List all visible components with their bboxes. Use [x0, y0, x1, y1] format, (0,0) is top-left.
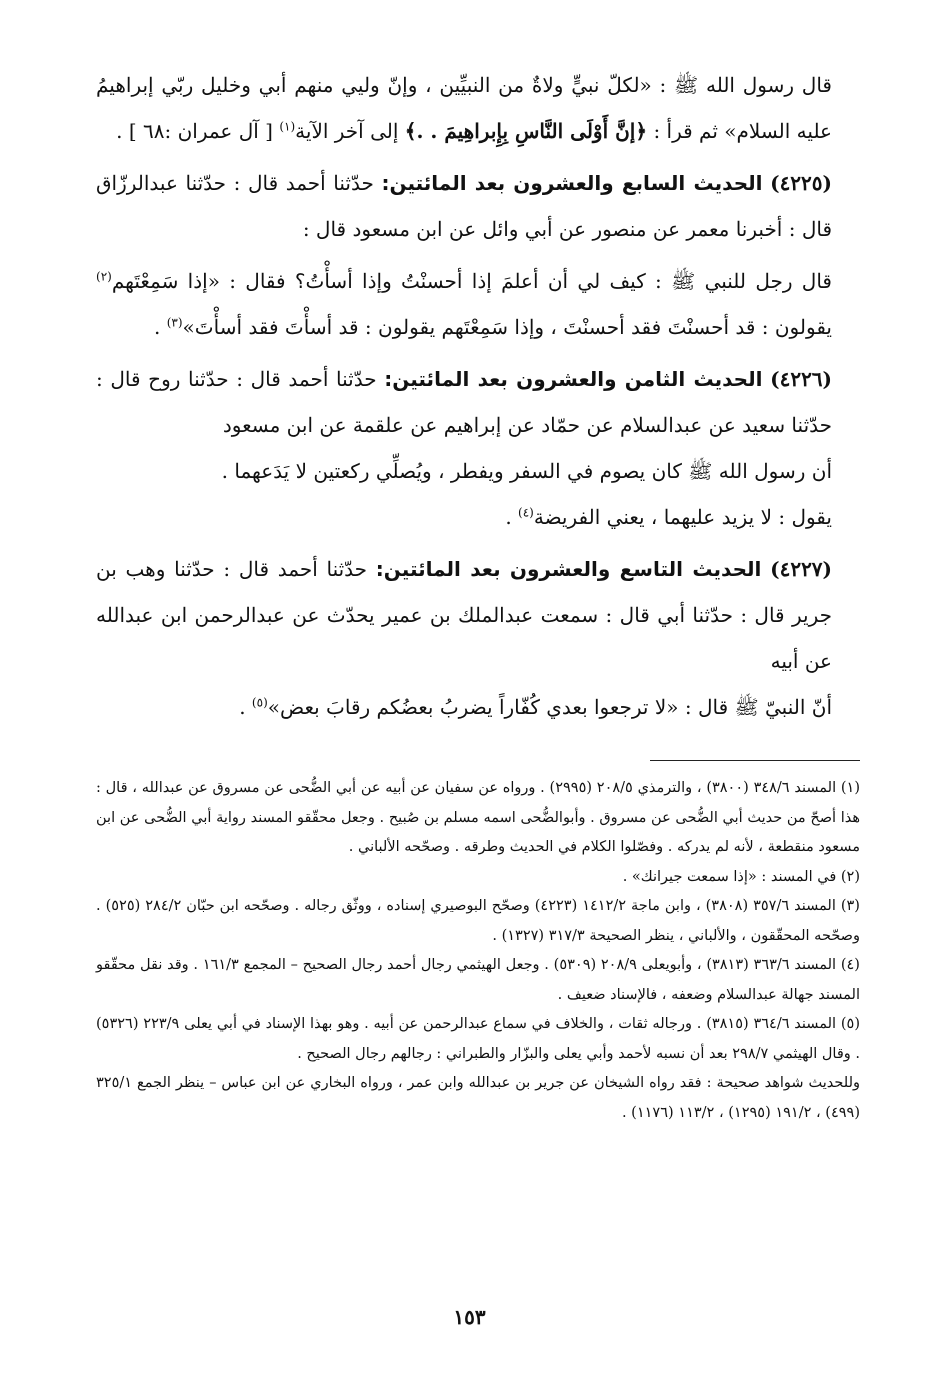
footnotes: [96, 774, 860, 1128]
p1-line2c: [ آل عمران :٦٨ ] .: [116, 119, 273, 143]
hadith-4226-text2: [96, 494, 860, 540]
isnad-4225: حدّثنا أحمد قال : حدّثنا عبدالرزّاق قال : أخبرنا معمر عن منصور عن أبي وائل عن ابن مسعود قال :: [96, 171, 832, 241]
footnote-ref-3: (٣): [166, 315, 183, 330]
matn-4226-2b: .: [505, 505, 512, 529]
p1-line1: قال رسول الله ﷺ : «لكلّ نبيٍّ ولاةٌ من النبيِّين ، وإنّ وليي منهم أبي وخليل ربّي إبراهيمُ: [96, 73, 832, 97]
matn-4225-c: .: [154, 315, 161, 339]
footnote-ref-2: (٢): [96, 269, 112, 284]
hadith-number-4225: (٤٢٢٥): [770, 171, 832, 195]
hadith-title-4225: الحديث السابع والعشرون بعد المائتين:: [381, 171, 763, 195]
hadith-4225-text: [96, 258, 860, 350]
footnote-ref-1: (١): [279, 119, 296, 134]
hadith-4226-isnad: [96, 356, 860, 448]
isnad-4227: حدّثنا أحمد قال : حدّثنا وهب بن جرير قال : حدّثنا أبي قال : سمعت عبدالملك بن عمير يحدّث عن عبدالرحمن ابن عبدالله عن أبيه: [96, 557, 832, 673]
hadith-4227-isnad: [96, 546, 860, 684]
hadith-4227-text: [96, 684, 860, 730]
hadith-number-4226: (٤٢٢٦): [770, 367, 833, 391]
matn-4227-b: .: [239, 695, 246, 719]
hadith-number-4227: (٤٢٢٧): [770, 557, 833, 581]
hadith-title-4226: الحديث الثامن والعشرون بعد المائتين:: [384, 367, 763, 391]
footnote-5: (٥) المسند ٣٦٤/٦ (٣٨١٥) . ورجاله ثقات ، والخلاف في سماع عبدالرحمن عن أبيه . وهو بهذا الإسناد في أبي يعلى ٢٢٣/٩ (٥٣٢٦) . وقال الهيثمي ٢٩٨/٧ بعد أن نسبه لأحمد وأبي يعلى والبزّار والطبراني : رجالهم رجال الصحيح .: [96, 1016, 860, 1062]
page-number: ١٥٣: [453, 1305, 486, 1329]
footnote-2: (٢) في المسند : «إذا سمعت جيرانك» .: [622, 868, 860, 885]
matn-4227-a: أنّ النبيّ ﷺ قال : «لا ترجعوا بعدي كُفّاراً يضربُ بعضُكم رقابَ بعض»: [267, 695, 832, 719]
matn-4226-1: أن رسول الله ﷺ كان يصوم في السفر ويفطر ، ويُصلِّي ركعتين لا يَدَعهما .: [221, 459, 832, 483]
p1-line2b: إلى آخر الآية: [295, 119, 399, 143]
hadith-4226-text1: [96, 448, 860, 494]
footnote-3: (٣) المسند ٣٥٧/٦ (٣٨٠٨) ، وابن ماجة ١٤١٢/٢ (٤٢٢٣) وصحّح البوصيري إسناده ، ووثّق رجاله . وصحّحه ابن حبّان ٢٨٤/٢ (٥٢٥) . وصحّحه المحقّقون ، والألباني ، ينظر الصحيحة ٣١٧/٣ (١٣٢٧) .: [96, 898, 860, 944]
footnote-separator: [650, 760, 860, 761]
footnote-1: (١) المسند ٣٤٨/٦ (٣٨٠٠) ، والترمذي ٢٠٨/٥ (٢٩٩٥) . ورواه عن سفيان عن أبيه عن أبي الضُّحى عن مسروق عن عبدالله ، قال : هذا أصحّ من حديث أبي الضُّحى عن مسروق . وأبوالضُّحى اسمه مسلم بن صُبيح . وجعل محقّقو المسند رواية أبي الضُّحى عن ابن مسعود منقطعة ، لأنه لم يدركه . وفصّلوا الكلام في الحديث وطرقه . وصحّحه الألباني .: [96, 780, 860, 855]
matn-4225-b: يقولون : قد أحسنْتَ فقد أحسنْتَ ، وإذا سَمِعْتَهم يقولون : قد أسأْتَ فقد أسأْتَ»: [182, 315, 832, 339]
footnote-5-continued: وللحديث شواهد صحيحة : فقد رواه الشيخان عن جرير بن عبدالله وابن عمر ، ورواه البخاري عن ابن عباس – ينظر الجمع ٣٢٥/١ (٤٩٩) ، ١٩١/٢ (١٢٩٥) ، ١١٣/٢ (١١٧٦) .: [96, 1075, 860, 1121]
isnad-4226: حدّثنا أحمد قال : حدّثنا روح قال : حدّثنا سعيد عن عبدالسلام عن حمّاد عن إبراهيم عن علقمة عن ابن مسعود: [96, 367, 832, 437]
matn-4225-a: قال رجل للنبي ﷺ : كيف لي أن أعلمَ إذا أحسنْتُ وإذا أسأْتُ؟ فقال : «إذا سَمِعْتَهم: [111, 269, 832, 293]
footnote-4: (٤) المسند ٣٦٣/٦ (٣٨١٣) ، وأبويعلى ٢٠٨/٩ (٥٣٠٩) . وجعل الهيثمي رجال أحمد رجال الصحيح – المجمع ١٦١/٣ . وقد نقل محقّقو المسند جهالة عبدالسلام وضعفه ، فالإسناد ضعيف .: [96, 957, 860, 1003]
paragraph-1: [96, 62, 860, 154]
hadith-4225-isnad: [96, 160, 860, 252]
main-text: [96, 62, 860, 730]
matn-4226-2a: يقول : لا يزيد عليهما ، يعني الفريضة: [533, 505, 832, 529]
hadith-title-4227: الحديث التاسع والعشرون بعد المائتين:: [375, 557, 762, 581]
quran-verse: ﴿إنَّ أَوْلَى النَّاسِ بِإِبراهِيمَ . .﴾: [404, 119, 648, 143]
footnote-ref-4: (٤): [518, 505, 534, 520]
footnote-ref-5: (٥): [251, 695, 268, 710]
p1-line2a: عليه السلام» ثم قرأ :: [653, 119, 832, 143]
